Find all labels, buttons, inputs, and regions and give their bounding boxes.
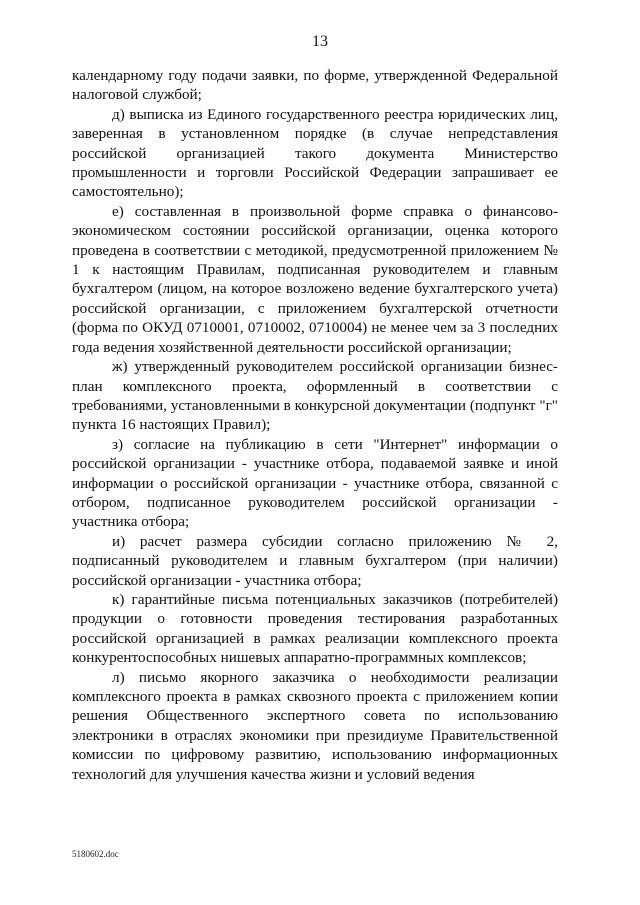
footer-filename: 5180602.doc xyxy=(72,849,119,859)
document-body xyxy=(72,66,558,784)
page-number: 13 xyxy=(312,33,328,50)
paragraph-k: к) гарантийные письма потенциальных заказчиков (потребителей) продукции о готовности проведения тестирования разработанных российской организацией в рамках реализации комплексного проекта конкурентоспособных нишевых аппаратно-программных комплексов; xyxy=(72,590,558,667)
paragraph-e: е) составленная в произвольной форме справка о финансово-экономическом состоянии российской организации, оценка которого проведена в соответствии с методикой, предусмотренной приложением № 1 к настоящим Правилам, подписанная руководителем и главным бухгалтером (лицом, на которое возложено ведение бухгалтерского учета) российской организации, с приложением бухгалтерской отчетности (форма по ОКУД 0710001, 0710002, 0710004) не менее чем за 3 последних года ведения хозяйственной деятельности российской организации; xyxy=(72,202,558,356)
paragraph-z: з) согласие на публикацию в сети "Интернет" информации о российской организации - участнике отбора, подаваемой заявке и иной информации о российской организации - участнике отбора, связанной с отбором, подписанное руководителем российской организации - участника отбора; xyxy=(72,435,558,531)
paragraph-l: л) письмо якорного заказчика о необходимости реализации комплексного проекта в рамках сквозного проекта с приложением копии решения Общественного экспертного совета по использованию электроники в отраслях экономики при президиуме Правительственной комиссии по цифровому развитию, использованию информационных технологий для улучшения качества жизни и условий ведения xyxy=(72,668,558,783)
paragraph-i: и) расчет размера субсидии согласно приложению № 2, подписанный руководителем и главным бухгалтером (при наличии) российской организации - участника отбора; xyxy=(72,532,558,589)
paragraph-zh: ж) утвержденный руководителем российской организации бизнес-план комплексного проекта, оформленный в соответствии с требованиями, установленными в конкурсной документации (подпункт "г" пункта 16 настоящих Правил); xyxy=(72,358,558,434)
paragraph-continuation: календарному году подачи заявки, по форме, утвержденной Федеральной налоговой службой; xyxy=(72,67,558,104)
paragraph-d: д) выписка из Единого государственного реестра юридических лиц, заверенная в установленном порядке (в случае непредставления российской организацией такого документа Министерство промышленности и торговли Российской Федерации запрашивает ее самостоятельно); xyxy=(72,105,558,201)
